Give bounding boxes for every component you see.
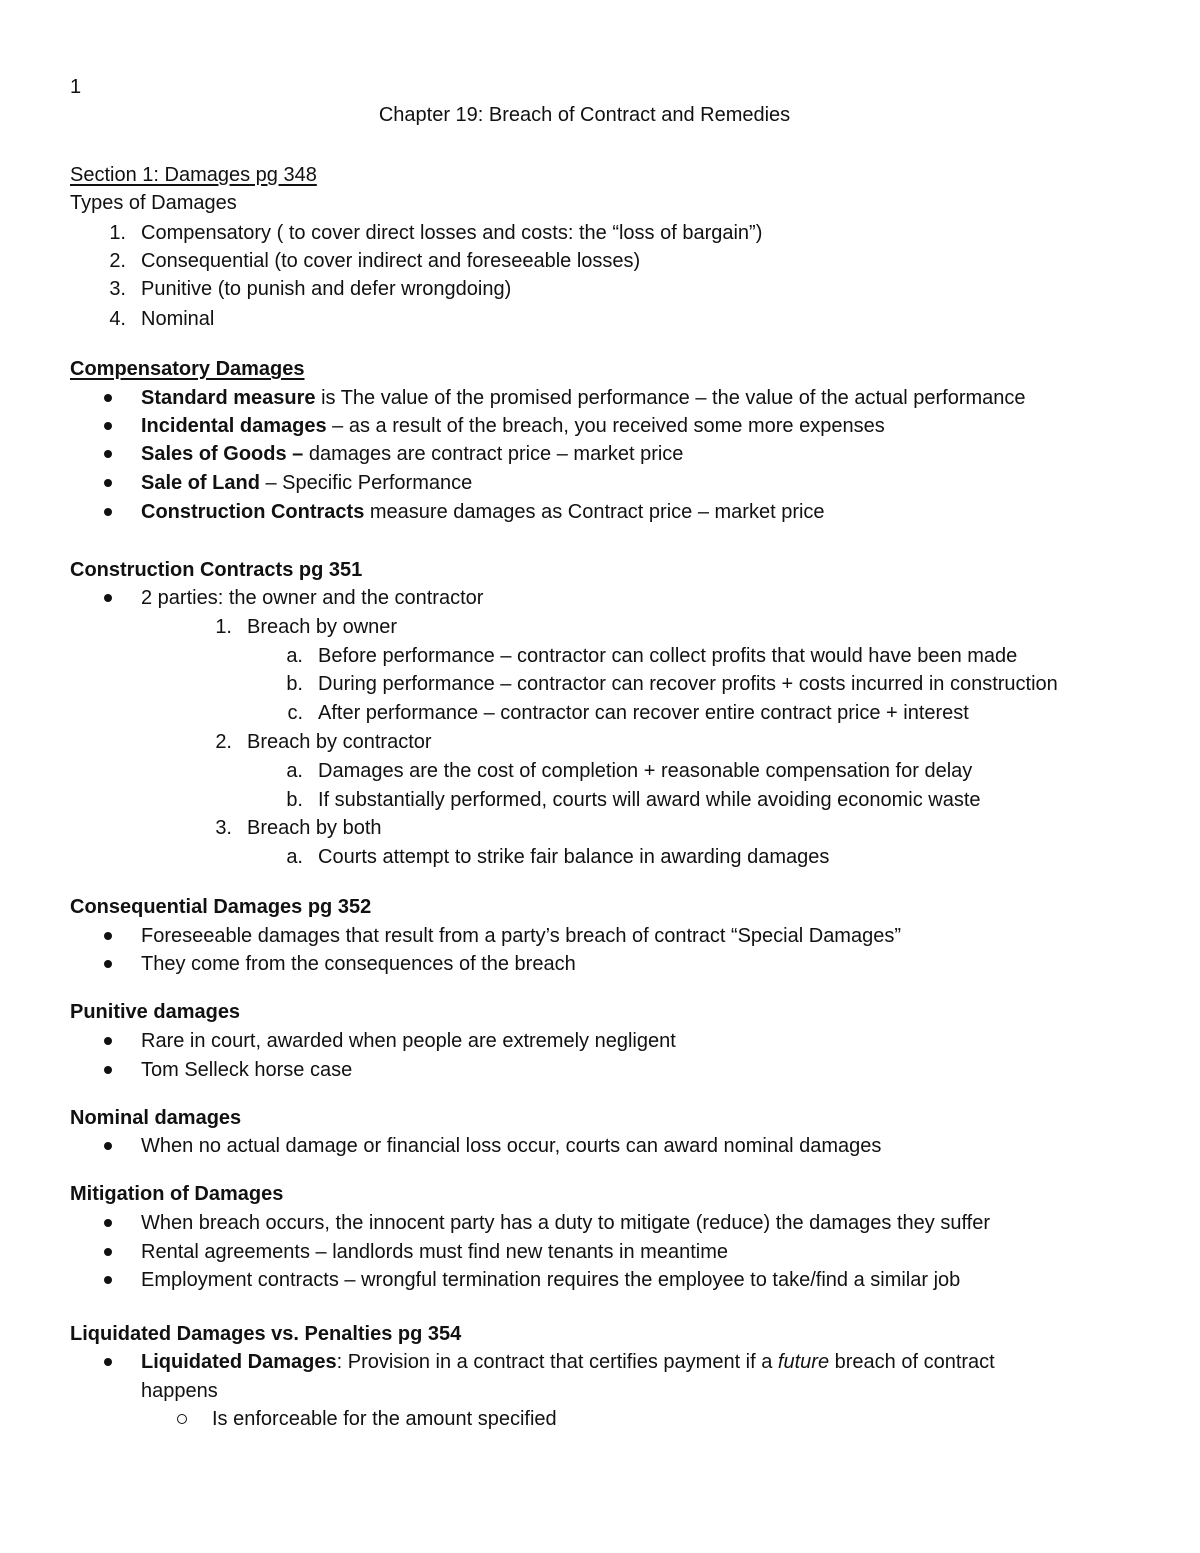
item-text: : Provision in a contract that certifies payment if a [336, 1351, 778, 1373]
types-of-damages-heading: Types of Damages [70, 192, 237, 214]
bullet-icon [104, 422, 112, 430]
punitive-heading: Punitive damages [70, 1001, 241, 1023]
list-item: Breach by owner [247, 616, 398, 638]
list-item: Is enforceable for the amount specified [212, 1408, 557, 1430]
list-item: Nominal [141, 308, 215, 330]
list-item: Breach by contractor [247, 731, 432, 753]
list-item [141, 385, 1026, 411]
item-text: breach of contract [829, 1351, 995, 1373]
bullet-icon [104, 508, 112, 516]
bullet-icon [104, 394, 112, 402]
section-1-heading: Section 1: Damages pg 348 [70, 164, 317, 186]
item-text: – Specific Performance [259, 472, 473, 494]
page-title: Chapter 19: Breach of Contract and Remedies [378, 104, 791, 126]
item-text: – as a result of the breach, you received some more expenses [326, 415, 885, 437]
list-item-continuation: happens [141, 1380, 218, 1402]
list-item: During performance – contractor can recover profits + costs incurred in construction [318, 673, 1058, 695]
compensatory-heading: Compensatory Damages [70, 358, 305, 380]
bullet-icon [104, 1066, 112, 1074]
list-item [141, 499, 825, 525]
bullet-icon [104, 1276, 112, 1284]
item-term: Incidental damages [141, 415, 327, 437]
list-item [141, 441, 683, 467]
item-term: Construction Contracts [141, 501, 365, 523]
list-item: Rare in court, awarded when people are extremely negligent [141, 1030, 676, 1052]
list-marker: 2. [215, 731, 232, 753]
list-marker: b. [286, 673, 303, 695]
list-marker: a. [286, 760, 303, 782]
list-item: Consequential (to cover indirect and foreseeable losses) [141, 250, 641, 272]
list-item: Compensatory ( to cover direct losses and costs: the “loss of bargain”) [141, 222, 763, 244]
list-item: When breach occurs, the innocent party has a duty to mitigate (reduce) the damages they suffer [141, 1212, 990, 1234]
bullet-icon [104, 960, 112, 968]
list-item [141, 470, 472, 496]
item-text: is The value of the promised performance – the value of the actual performance [315, 387, 1026, 409]
list-item [141, 1349, 995, 1375]
list-item: After performance – contractor can recover entire contract price + interest [318, 702, 969, 724]
list-item: They come from the consequences of the breach [141, 953, 576, 975]
list-item: Tom Selleck horse case [141, 1059, 353, 1081]
list-marker: 3. [109, 278, 126, 300]
bullet-icon [104, 594, 112, 602]
list-marker: 2. [109, 250, 126, 272]
hollow-bullet-icon [177, 1414, 187, 1424]
list-item: Rental agreements – landlords must find new tenants in meantime [141, 1241, 728, 1263]
liquidated-heading: Liquidated Damages vs. Penalties pg 354 [70, 1323, 462, 1345]
list-item: Before performance – contractor can collect profits that would have been made [318, 645, 1018, 667]
list-item [141, 413, 885, 439]
item-text: measure damages as Contract price – market price [364, 501, 825, 523]
list-marker: a. [286, 846, 303, 868]
list-item: Breach by both [247, 817, 382, 839]
bullet-icon [104, 932, 112, 940]
list-marker: c. [287, 702, 303, 724]
bullet-icon [104, 479, 112, 487]
list-item: Employment contracts – wrongful termination requires the employee to take/find a similar job [141, 1269, 961, 1291]
item-term: Sales of Goods – [141, 443, 304, 465]
bullet-icon [104, 1037, 112, 1045]
page-number: 1 [70, 76, 82, 98]
bullet-icon [104, 1358, 112, 1366]
list-item: Foreseeable damages that result from a party’s breach of contract “Special Damages” [141, 925, 901, 947]
item-term: Sale of Land [141, 472, 260, 494]
item-emphasis: future [777, 1351, 830, 1373]
nominal-heading: Nominal damages [70, 1107, 242, 1129]
list-item: 2 parties: the owner and the contractor [141, 587, 484, 609]
list-marker: 1. [109, 222, 126, 244]
list-item: Punitive (to punish and defer wrongdoing) [141, 278, 512, 300]
list-marker: a. [286, 645, 303, 667]
bullet-icon [104, 1248, 112, 1256]
list-marker: 1. [215, 616, 232, 638]
bullet-icon [104, 450, 112, 458]
list-item: When no actual damage or financial loss occur, courts can award nominal damages [141, 1135, 882, 1157]
list-item: If substantially performed, courts will award while avoiding economic waste [318, 789, 981, 811]
list-marker: 4. [109, 308, 126, 330]
construction-heading: Construction Contracts pg 351 [70, 559, 363, 581]
list-marker: b. [286, 789, 303, 811]
item-term: Liquidated Damages [141, 1351, 337, 1373]
item-text: damages are contract price – market price [303, 443, 684, 465]
list-item: Courts attempt to strike fair balance in awarding damages [318, 846, 830, 868]
item-term: Standard measure [141, 387, 316, 409]
consequential-heading: Consequential Damages pg 352 [70, 896, 372, 918]
list-marker: 3. [215, 817, 232, 839]
list-item: Damages are the cost of completion + reasonable compensation for delay [318, 760, 973, 782]
mitigation-heading: Mitigation of Damages [70, 1183, 284, 1205]
bullet-icon [104, 1142, 112, 1150]
bullet-icon [104, 1219, 112, 1227]
